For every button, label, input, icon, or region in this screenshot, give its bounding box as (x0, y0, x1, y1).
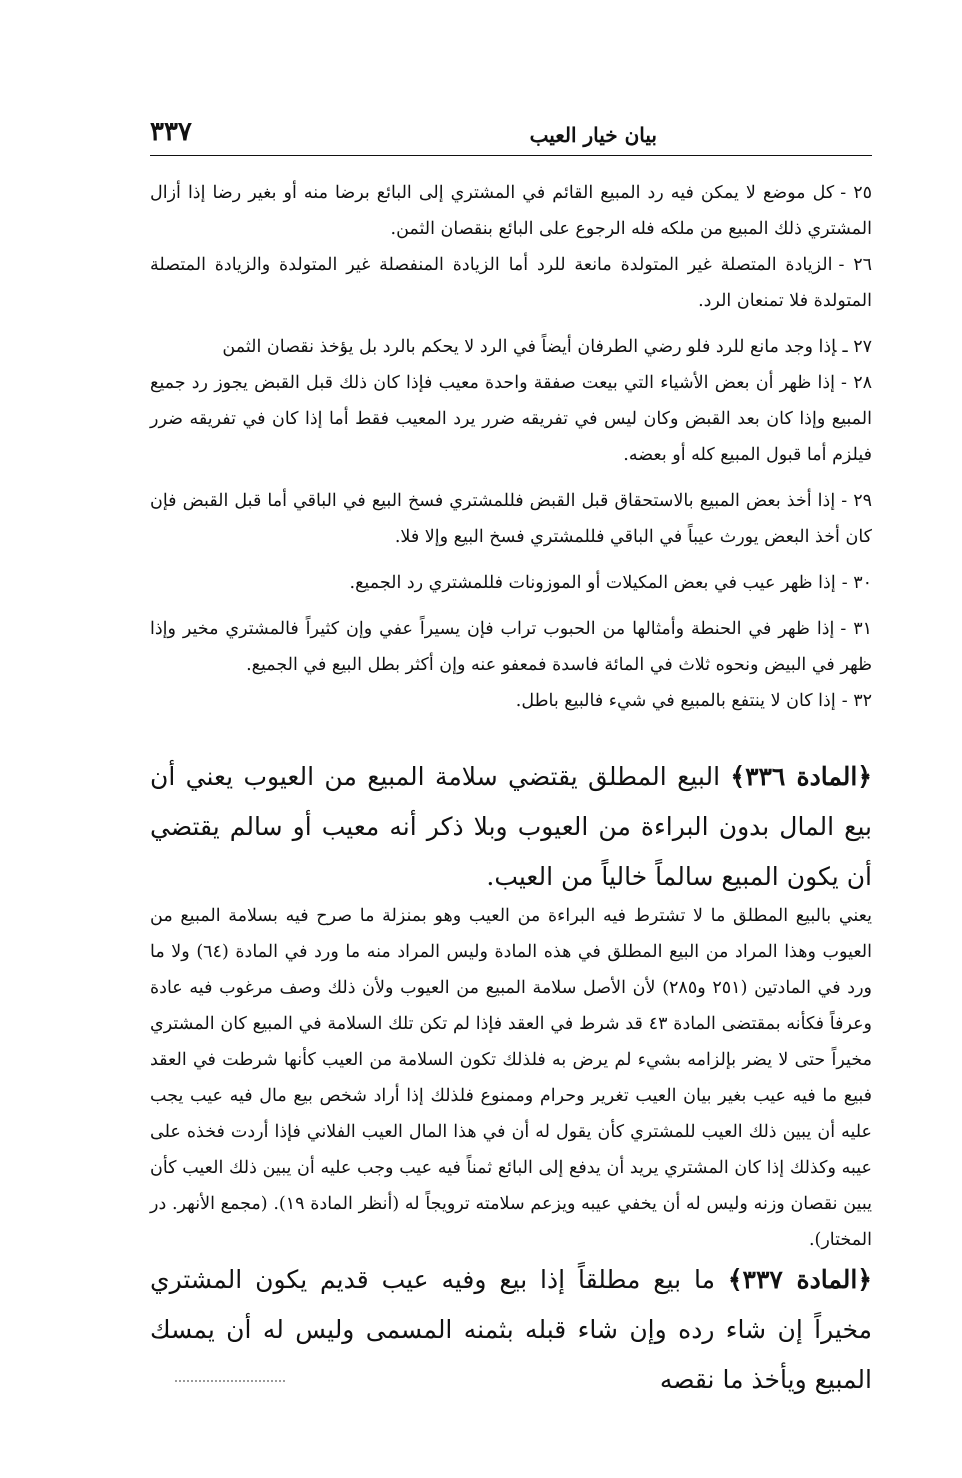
item-text: الزيادة المتصلة غير المتولدة مانعة للرد أما الزيادة المنفصلة غير المتولدة والزيادة المتصلة المتولدة فلا تمنعان الرد. (150, 255, 872, 311)
item-text: إذا وجد مانع للرد فلو رضي الطرفان أيضاً في الرد لا يحكم بالرد بل يؤخذ نقصان الثمن (222, 337, 837, 357)
item-number: ٣٠ - (841, 573, 872, 593)
item-text: إذا ظهر في الحنطة وأمثالها من الحبوب تراب فإن يسيراً عفي وإن كثيراً فالمشتري مخير وإذا ظهر في البيض ونحوه ثلاث في المائة فاسدة فمعفو عنه وإن أكثر بطل البيع في الجميع. (150, 619, 872, 675)
item-number: ٢٦ - (838, 255, 872, 275)
list-item (150, 683, 872, 719)
list-item (150, 329, 872, 365)
item-number: ٢٩ - (841, 491, 872, 511)
article-label: ﴿المادة ٣٣٧﴾ (727, 1265, 872, 1294)
list-item (150, 611, 872, 683)
item-number: ٣١ - (840, 619, 872, 639)
item-text: إذا أخذ بعض المبيع بالاستحقاق قبل القبض فللمشتري فسخ البيع في الباقي أما قبل القبض فإن كان أخذ البعض يورث عيباً في الباقي فللمشتري فسخ البيع وإلا فلا. (150, 491, 872, 547)
item-text: كل موضع لا يمكن فيه رد المبيع القائم في المشتري إلى البائع برضا منه أو بغير رضا إذا أزال المشتري ذلك المبيع من ملكه فله الرجوع على البائع بنقصان الثمن. (150, 183, 872, 239)
article-commentary (150, 898, 872, 1258)
list-item (150, 483, 872, 555)
article-text: البيع المطلق يقتضي سلامة المبيع من العيوب يعني أن بيع المال بدون البراءة من العيوب وبلا ذكر أنه معيب أو سالم يقتضي أن يكون المبيع سالماً خالياً من العيب. (150, 762, 872, 891)
footer-print-marks (175, 1380, 285, 1388)
page-number: ٣٣٧ (150, 117, 192, 147)
item-number: ٢٨ - (841, 373, 872, 393)
item-text: إذا ظهر عيب في بعض المكيلات أو الموزونات فللمشتري رد الجميع. (349, 573, 836, 593)
list-item (150, 175, 872, 247)
numbered-rules-list (150, 175, 872, 719)
article-text: ما بيع مطلقاً إذا بيع وفيه عيب قديم يكون المشتري مخيراً إن شاء رده وإن شاء قبله بثمنه المسمى وليس له أن يمسك المبيع ويأخذ ما نقصه (150, 1265, 872, 1394)
commentary-text: يعني بالبيع المطلق ما لا تشترط فيه البراءة من العيب وهو بمنزلة ما صرح فيه بسلامة المبيع من العيوب وهذا المراد من البيع المطلق في هذه المادة وليس المراد منه ما ورد في المادة (٦٤) ولا ما ورد في المادتين (٢٥١ و٢٨٥) لأن الأصل سلامة المبيع من العيوب ولأن ذلك وصف مرغوب فيه عادة وعرفاً فكأنه بمقتضى المادة ٤٣ قد شرط في العقد فإذا لم تكن تلك السلامة في المبيع كان المشتري مخيراً حتى لا يضر بإلزامه بشيء لم يرض به فلذلك تكون السلامة من العيب كأنها شرطت في العقد فبيع ما فيه عيب بغير بيان العيب تغرير وحرام وممنوع فلذلك إذا أراد شخص بيع مال فيه عيب يجب عليه أن يبين ذلك العيب للمشتري كأن يقول له أن في هذا المال العيب الفلاني فإذا أردت فخذه على عيبه وكذلك إذا كان المشتري يريد أن يدفع إلى البائع ثمناً فيه عيب وجب عليه أن يبين ذلك العيب كأن يبين نقصان وزنه وليس له أن يخفي عيبه ويزعم سلامته ترويجاً له (أنظر المادة ١٩). (مجمع الأنهر. در المختار). (150, 906, 873, 1250)
page-header (150, 115, 872, 156)
article-label: ﴿المادة ٣٣٦﴾ (730, 762, 872, 791)
item-number: ٣٢ - (841, 691, 872, 711)
running-title: بيان خيار العيب (529, 123, 657, 147)
item-text: إذا كان لا ينتفع بالمبيع في شيء فالبيع باطل. (515, 691, 836, 711)
list-item (150, 247, 872, 319)
list-item (150, 565, 872, 601)
list-item (150, 365, 872, 473)
item-text: إذا ظهر أن بعض الأشياء التي بيعت صفقة واحدة معيب فإذا كان ذلك قبل القبض يجوز رد جميع المبيع وإذا كان بعد القبض وكان ليس في تفريقه ضرر يرد المعيب فقط أما إذا كان في تفريقه ضرر فيلزم أما قبول المبيع كله أو بعضه. (150, 373, 872, 465)
article-336 (150, 752, 872, 902)
item-number: ٢٧ ـ (842, 337, 872, 357)
article-heading (150, 752, 872, 902)
item-number: ٢٥ - (840, 183, 872, 203)
